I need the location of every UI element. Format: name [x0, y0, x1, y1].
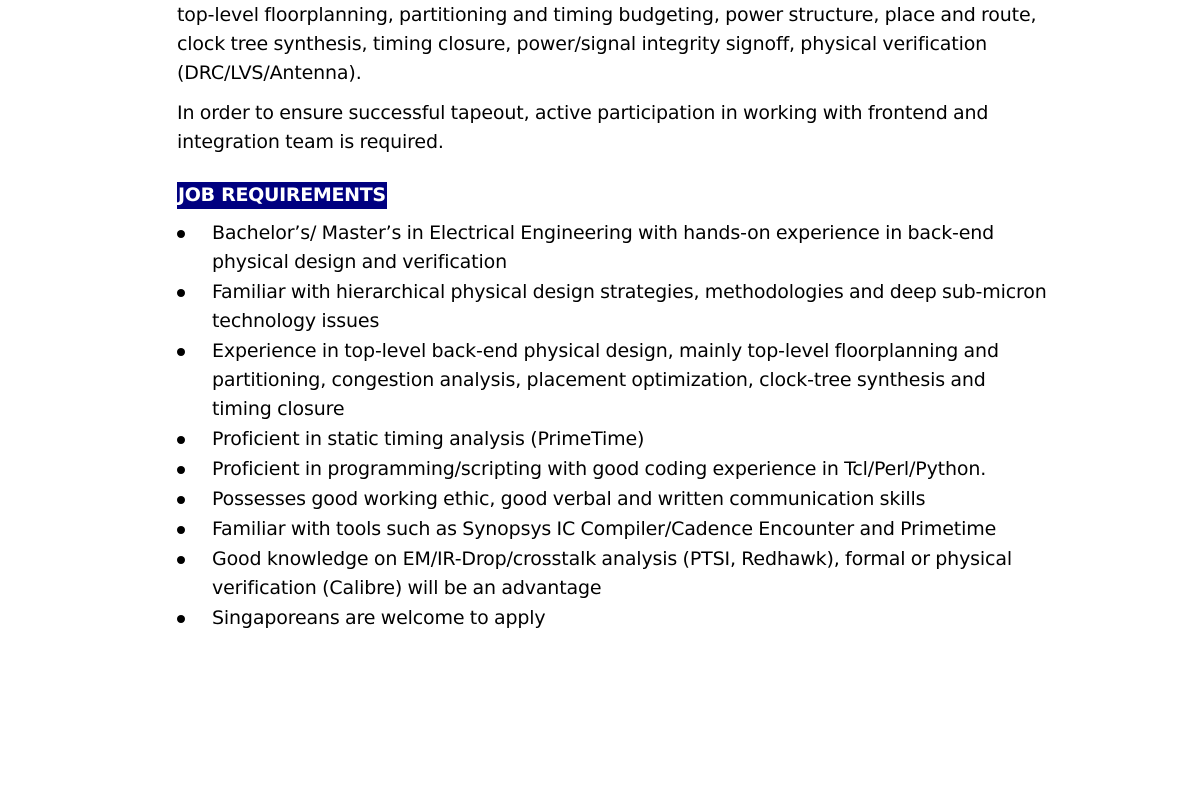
requirements-heading: JOB REQUIREMENTS: [177, 182, 387, 209]
requirement-item: [177, 604, 1047, 633]
requirement-text: Good knowledge on EM/IR-Drop/crosstalk analysis (PTSI, Redhawk), formal or physical verification (Calibre) will be an advantage: [212, 548, 1012, 599]
requirement-item: [177, 278, 1047, 336]
bullet-icon: [177, 615, 185, 623]
requirements-heading-row: [177, 181, 1047, 210]
requirement-text: Bachelor’s/ Master’s in Electrical Engineering with hands-on experience in back-end physical design and verification: [212, 222, 995, 273]
bullet-icon: [177, 526, 185, 534]
requirement-text: Familiar with hierarchical physical design strategies, methodologies and deep sub-micron technology issues: [212, 281, 1047, 332]
intro-paragraph-tapeout: In order to ensure successful tapeout, active participation in working with frontend and integration team is required.: [177, 102, 989, 153]
requirement-item: [177, 545, 1047, 603]
document-page: [177, 0, 1047, 634]
requirement-text: Familiar with tools such as Synopsys IC Compiler/Cadence Encounter and Primetime: [212, 518, 997, 540]
intro-paragraph-continued: top-level floorplanning, partitioning and timing budgeting, power structure, place and route, clock tree synthesis, timing closure, power/signal integrity signoff, physical verification (DRC/LVS/Antenna).: [177, 4, 1037, 84]
requirement-text: Proficient in programming/scripting with good coding experience in Tcl/Perl/Python.: [212, 458, 987, 480]
requirement-text: Possesses good working ethic, good verbal and written communication skills: [212, 488, 926, 510]
requirement-item: [177, 425, 1047, 454]
bullet-icon: [177, 289, 185, 297]
bullet-icon: [177, 230, 185, 238]
requirement-item: [177, 485, 1047, 514]
requirement-item: [177, 219, 1047, 277]
requirement-item: [177, 515, 1047, 544]
requirement-item: [177, 455, 1047, 484]
bullet-icon: [177, 348, 185, 356]
bullet-icon: [177, 466, 185, 474]
bullet-icon: [177, 436, 185, 444]
bullet-icon: [177, 496, 185, 504]
requirement-text: Experience in top-level back-end physical design, mainly top-level floorplanning and partitioning, congestion analysis, placement optimization, clock-tree synthesis and timing closure: [212, 340, 999, 420]
requirement-item: [177, 337, 1047, 424]
bullet-icon: [177, 556, 185, 564]
requirement-text: Singaporeans are welcome to apply: [212, 607, 546, 629]
requirements-list: [177, 219, 1047, 633]
requirement-text: Proficient in static timing analysis (PrimeTime): [212, 428, 645, 450]
